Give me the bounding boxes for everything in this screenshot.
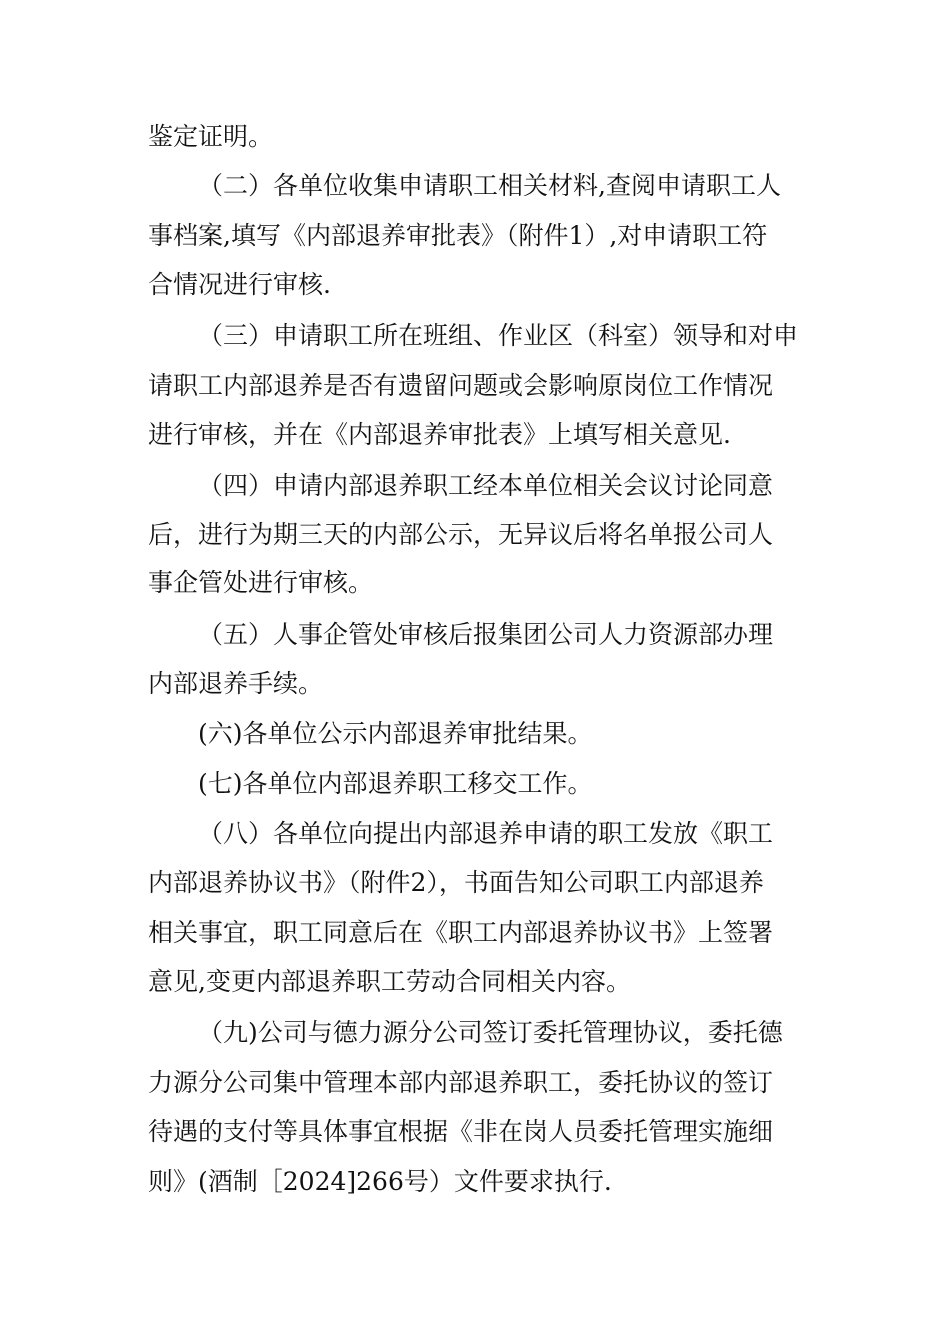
text-line: 相关事宜，职工同意后在《职工内部退养协议书》上签署 (148, 918, 774, 947)
text-line: （九)公司与德力源分公司签订委托管理协议，委托德 (198, 1018, 783, 1047)
text-line: 则》(酒制［2024]266号）文件要求执行. (148, 1167, 612, 1196)
text-line: （四）申请内部退养职工经本单位相关会议讨论同意 (198, 471, 774, 500)
text-line: 力源分公司集中管理本部内部退养职工，委托协议的签订 (148, 1068, 774, 1097)
text-line: 待遇的支付等具体事宜根据《非在岗人员委托管理实施细 (148, 1117, 774, 1146)
text-line: 事档案,填写《内部退养审批表》（附件1）,对申请职工符 (148, 221, 768, 250)
text-line: (七)各单位内部退养职工移交工作。 (198, 769, 593, 798)
text-line: 意见,变更内部退养职工劳动合同相关内容。 (148, 967, 631, 996)
text-line: （二）各单位收集申请职工相关材料,查阅申请职工人 (198, 171, 781, 200)
text-line: 进行审核，并在《内部退养审批表》上填写相关意见. (148, 420, 731, 449)
text-line: 合情况进行审核. (148, 270, 331, 299)
text-line: 事企管处进行审核。 (148, 568, 374, 597)
text-line: 鉴定证明。 (148, 122, 274, 151)
text-line: 内部退养协议书》（附件2），书面告知公司职工内部退养 (148, 868, 764, 897)
text-line: （八）各单位向提出内部退养申请的职工发放《职工 (198, 819, 774, 848)
text-line: 后，进行为期三天的内部公示，无异议后将名单报公司人 (148, 520, 774, 549)
text-line: 内部退养手续。 (148, 669, 324, 698)
text-line: 请职工内部退养是否有遗留问题或会影响原岗位工作情况 (148, 371, 774, 400)
text-line: （五）人事企管处审核后报集团公司人力资源部办理 (198, 620, 774, 649)
text-line: （三）申请职工所在班组、作业区（科室）领导和对申 (198, 321, 799, 350)
text-line: (六)各单位公示内部退养审批结果。 (198, 719, 593, 748)
